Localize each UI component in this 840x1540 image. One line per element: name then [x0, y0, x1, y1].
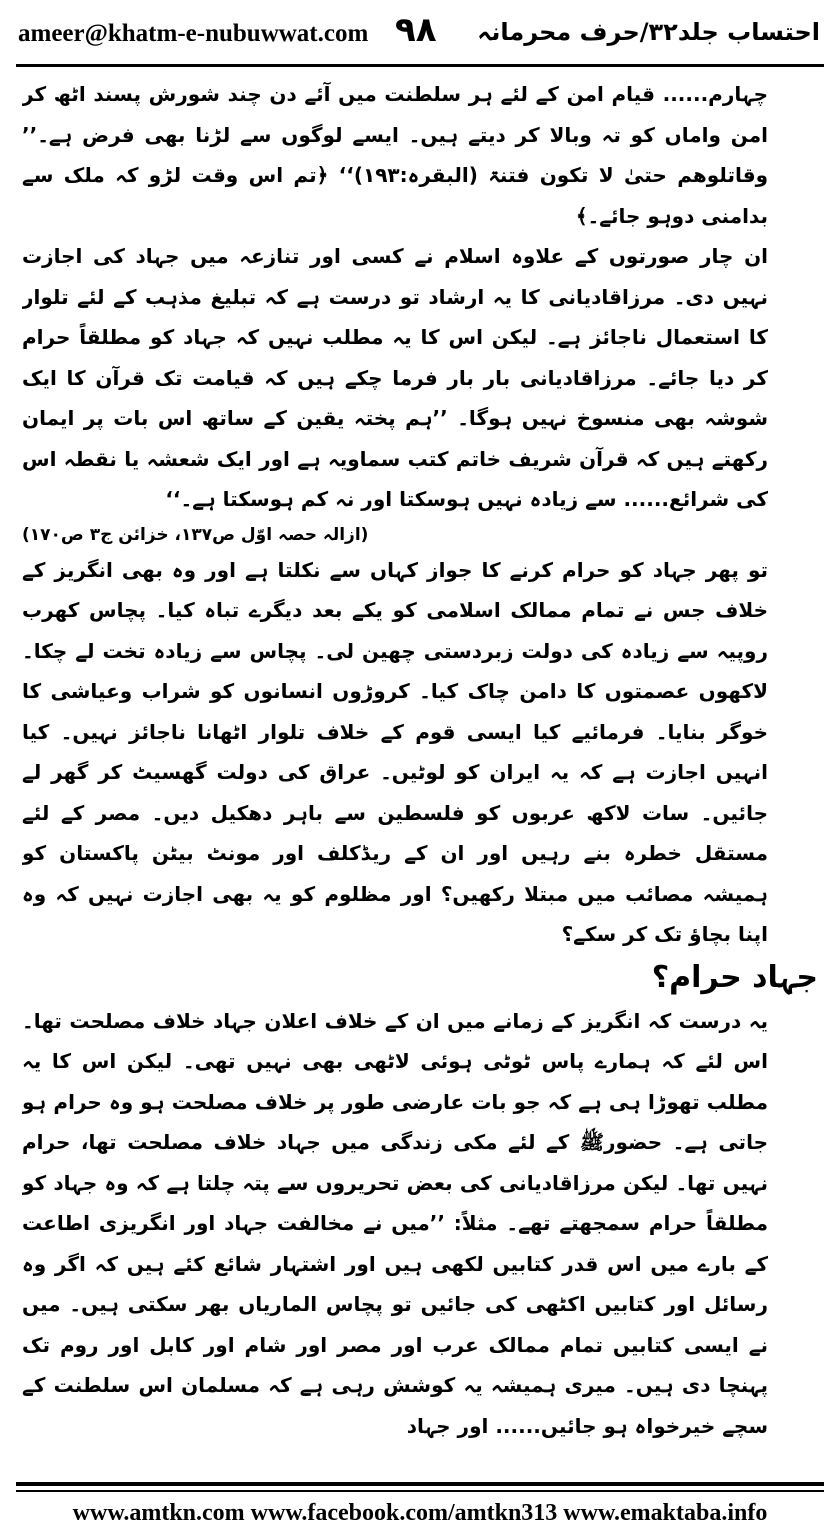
paragraph-3: تو پھر جہاد کو حرام کرنے کا جواز کہاں سے نکلتا ہے اور وہ بھی انگریز کے خلاف جس نے تمام ممالک اسلامی کو یکے بعد دیگرے تباہ کیا۔ پچاس کھرب روپیہ سے زیادہ کی دولت زبردستی چھین لی۔ پچاس سے زیادہ تخت لے چکا۔ لاکھوں عصمتوں کا دامن چاک کیا۔ کروڑوں انسانوں کو شراب وعیاشی کا خوگر بنایا۔ فرمائیے کیا ایسی قوم کے خلاف تلوار اٹھانا ناجائز نہیں۔ کیا انہیں اجازت ہے کہ یہ ایران کو لوٹیں۔ عراق کی دولت گھسیٹ کر گھر لے جائیں۔ سات لاکھ عربوں کو فلسطین سے باہر دھکیل دیں۔ مصر کے لئے مستقل خطرہ بنے رہیں اور ان کے ریڈکلف اور مونٹ بیٹن پاکستان کو ہمیشہ مصائب میں مبتلا رکھیں؟ اور مظلوم کو یہ بھی اجازت نہیں کہ وہ اپنا بچاؤ تک کر سکے؟: [22, 557, 768, 946]
citation: (ازالہ حصہ اوّل ص۱۳۷، خزائن ج۳ ص۱۷۰): [22, 524, 369, 545]
paragraph-2: ان چار صورتوں کے علاوہ اسلام نے کسی اور تنازعہ میں جہاد کی اجازت نہیں دی۔ مرزاقادیانی کا یہ ارشاد تو درست ہے کہ تبلیغ مذہب کے لئے تلوار کا استعمال ناجائز ہے۔ لیکن اس کا یہ مطلب نہیں کہ جہاد کو مطلقاً حرام کر دیا جائے۔ مرزاقادیانی بار بار فرما چکے ہیں کہ قیامت تک قرآن کا ایک شوشہ بھی منسوخ نہیں ہوگا۔ ’’ہم پختہ یقین کے ساتھ اس بات پر ایمان رکھتے ہیں کہ قرآن شریف خاتم کتب سماویہ ہے اور ایک شعشہ یا نقطہ اس کی شرائع...... سے زیادہ نہیں ہوسکتا اور نہ کم ہوسکتا ہے۔‘‘: [22, 244, 768, 511]
body-text: [22, 74, 818, 1459]
page-header: [0, 0, 840, 70]
footer-links: www.amtkn.com www.facebook.com/amtkn313 www.emaktaba.info: [72, 1500, 768, 1526]
section-heading: جہاد حرام؟: [651, 959, 818, 995]
footer-rule-thin: [16, 1490, 824, 1492]
running-title: احتساب جلد۳۲/حرف محرمانہ: [477, 18, 820, 46]
header-email: ameer@khatm-e-nubuwwat.com: [18, 20, 369, 47]
paragraph-4: یہ درست کہ انگریز کے زمانے میں ان کے خلاف اعلان جہاد خلاف مصلحت تھا۔ اس لئے کہ ہمارے پاس ٹوٹی ہوئی لاٹھی بھی نہیں تھی۔ لیکن اس کا یہ مطلب تھوڑا ہی ہے کہ جو بات عارضی طور پر خلاف مصلحت ہو وہ حرام ہو جاتی ہے۔ حضورﷺ کے لئے مکی زندگی میں جہاد خلاف مصلحت تھا، حرام نہیں تھا۔ لیکن مرزاقادیانی کی بعض تحریروں سے پتہ چلتا ہے کہ وہ جہاد کو مطلقاً حرام سمجھتے تھے۔ مثلاً: ’’میں نے مخالفت جہاد اور انگریزی اطاعت کے بارے میں اس قدر کتابیں لکھی ہیں اور اشتہار شائع کئے ہیں کہ اگر وہ رسائل اور کتابیں اکٹھی کی جائیں تو پچاس الماریاں بھر سکتی ہیں۔ میں نے ایسی کتابیں تمام ممالک عرب اور مصر اور شام اور کابل اور روم تک پہنچا دی ہیں۔ میری ہمیشہ یہ کوشش رہی ہے کہ مسلمان اس سلطنت کے سچے خیرخواہ ہو جائیں...... اور جہاد: [22, 1008, 768, 1438]
header-rule: [16, 64, 824, 67]
page-number: ۹۸: [395, 10, 437, 50]
paragraph-1: چہارم...... قیام امن کے لئے ہر سلطنت میں آئے دن چند شورش پسند اٹھ کر امن واماں کو تہ وبالا کر دیتے ہیں۔ ایسے لوگوں سے لڑنا بھی فرض ہے۔’’ وقاتلوھم حتیٰ لا تکون فتنۃ (البقرہ:۱۹۳)‘‘ ﴿تم اس وقت لڑو کہ ملک سے بدامنی دوہو جائے۔﴾: [22, 82, 768, 228]
footer-rule-thick: [16, 1482, 824, 1486]
